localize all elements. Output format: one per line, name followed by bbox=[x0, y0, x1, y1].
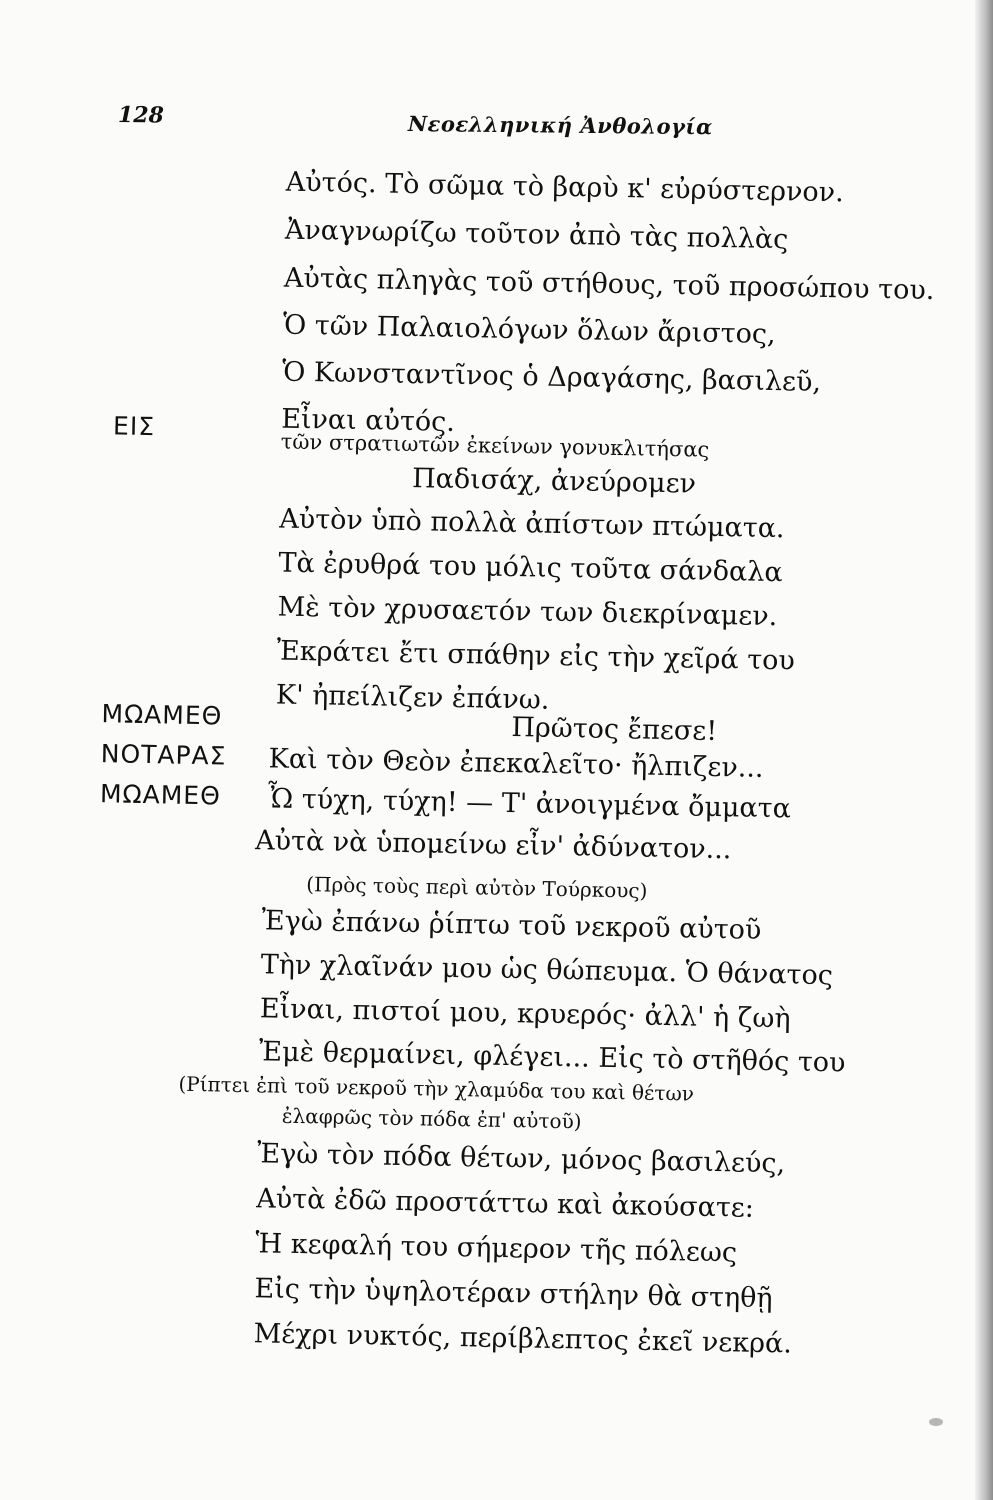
verse-line: Ἐγὼ τὸν πόδα θέτων, μόνος βασιλεύς, bbox=[256, 1138, 786, 1180]
page-number: 128 bbox=[117, 102, 165, 129]
verse-line: Αὐτὸν ὑπὸ πολλὰ ἀπίστων πτώματα. bbox=[279, 503, 785, 545]
verse-line: Καὶ τὸν Θεὸν ἐπεκαλεῖτο· ἤλπιζεν... bbox=[268, 743, 764, 784]
verse-line: Αὐτὰς πληγὰς τοῦ στήθους, τοῦ προσώπου του. bbox=[283, 262, 935, 307]
running-title: Νεοελληνική Ἀνθολογία bbox=[407, 111, 713, 140]
verse-line: Ἐκράτει ἔτι σπάθην εἰς τὴν χεῖρά του bbox=[276, 635, 796, 677]
verse-line: Ὁ τῶν Παλαιολόγων ὅλων ἄριστος, bbox=[282, 309, 776, 351]
verse-line: Ὁ Κωνσταντῖνος ὁ Δραγάσης, βασιλεῦ, bbox=[281, 356, 822, 398]
verse-line: Αὐτὰ νὰ ὑπομείνω εἶν' ἀδύνατον... bbox=[254, 825, 732, 866]
verse-line: Ἐμὲ θερμαίνει, φλέγει... Εἰς τὸ στῆθός του bbox=[258, 1036, 846, 1079]
verse-line: Ὦ τύχη, τύχη! — Τ' ἀνοιγμένα ὄμματα bbox=[267, 783, 792, 825]
verse-line: Μέχρι νυκτός, περίβλεπτος ἐκεῖ νεκρά. bbox=[253, 1318, 793, 1360]
speaker-label: ΕΙΣ bbox=[112, 411, 156, 442]
verse-line: Τὴν χλαῖνάν μου ὡς θώπευμα. Ὁ θάνατος bbox=[260, 949, 834, 992]
verse-line: Εἶναι αὐτός. bbox=[280, 403, 456, 438]
verse-line: Αὐτὰ ἐδῶ προστάττω καὶ ἀκούσατε: bbox=[255, 1183, 755, 1224]
verse-line: Ἀναγνωρίζω τοῦτον ἀπὸ τὰς πολλὰς bbox=[284, 214, 789, 256]
verse-line: Ἐγὼ ἐπάνω ῥίπτω τοῦ νεκροῦ αὐτοῦ bbox=[261, 905, 762, 946]
verse-line: Μὲ τὸν χρυσαετόν των διεκρίναμεν. bbox=[277, 591, 778, 633]
verse-line: Εἶναι, πιστοί μου, κρυερός· ἀλλ' ἡ ζωὴ bbox=[259, 993, 791, 1035]
speaker-label: ΜΩΑΜΕΘ bbox=[101, 699, 223, 731]
page-edge-shadow bbox=[975, 0, 993, 1500]
speaker-label: ΝΟΤΑΡΑΣ bbox=[100, 739, 227, 771]
verse-line: τῶν στρατιωτῶν ἐκείνων γονυκλιτήσας bbox=[280, 429, 710, 462]
verse-line: Τὰ ἐρυθρά του μόλις τοῦτα σάνδαλα bbox=[278, 547, 783, 589]
speaker-label: ΜΩΑΜΕΘ bbox=[99, 779, 222, 811]
verse-line: Πρῶτος ἔπεσε! bbox=[511, 712, 718, 747]
verse-line: Κ' ἠπείλιζεν ἐπάνω. bbox=[275, 679, 550, 716]
stage-direction: ἐλαφρῶς τὸν πόδα ἐπ' αὐτοῦ) bbox=[281, 1103, 582, 1134]
verse-line: Ἡ κεφαλή του σήμερον τῆς πόλεως bbox=[255, 1228, 738, 1269]
verse-line: Αὐτός. Τὸ σῶμα τὸ βαρὺ κ' εὐρύστερνον. bbox=[285, 166, 844, 209]
verse-line: Εἰς τὴν ὑψηλοτέραν στήλην θὰ στηθῇ bbox=[254, 1273, 773, 1315]
stage-direction: (Ρίπτει ἐπὶ τοῦ νεκροῦ τὴν χλαμύδα του καὶ θέτων bbox=[178, 1071, 695, 1106]
verse-line: Παδισάχ, ἀνεύρομεν bbox=[411, 463, 697, 500]
stage-direction: (Πρὸς τοὺς περὶ αὐτὸν Τούρκους) bbox=[306, 872, 648, 903]
ink-smudge bbox=[929, 1418, 943, 1426]
